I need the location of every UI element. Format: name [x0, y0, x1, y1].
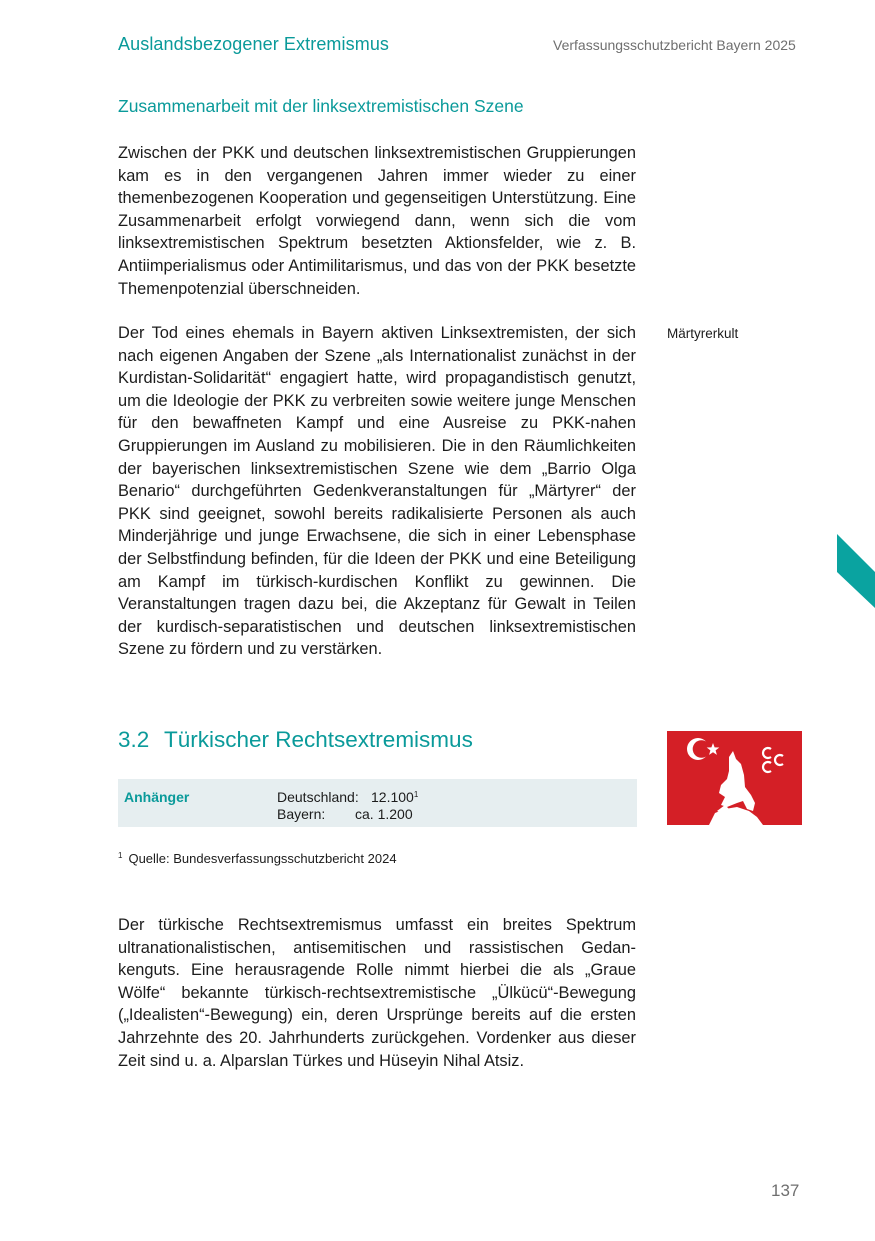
- row-key: Deutschland:: [277, 789, 359, 805]
- page-number: 137: [771, 1181, 800, 1200]
- grey-wolves-flag-icon: [667, 731, 802, 825]
- table-row: [277, 806, 413, 822]
- paragraph-turkish-right-extremism: Der türkische Rechtsextremismus umfasst ein breites Spektrum ultranationalistischen, antisemitischen und rassistischen Gedankenguts. Eine herausragende Rolle nimmt hierbei die als „Graue Wölfe“ bekannte türkisch-rechtsextremistische „Ülkücü“-Bewegung („Idealisten“-Bewegung) ein, deren Ursprünge bereits auf die ersten Jahrzehnte des 20. Jahrhunderts zurückgehen. Vordenker aus dieser Zeit sind u. a. Alparslan Türkes und Hüseyin Nihal Atsiz.: [118, 916, 636, 1070]
- report-title: Verfassungsschutzbericht Bayern 2025: [553, 37, 796, 53]
- table-row: [277, 789, 418, 805]
- supporters-label: Anhänger: [124, 789, 190, 805]
- chapter-title: Auslandsbezogener Extremismus: [118, 34, 390, 54]
- supporters-table: [118, 779, 637, 827]
- chapter-tab-marker: [837, 534, 875, 608]
- row-value: 12.100: [371, 789, 414, 805]
- section-title: Türkischer Rechtsextremismus: [164, 727, 473, 752]
- paragraph-martyr-cult: Der Tod eines ehemals in Bayern aktiven Linksextremisten, der sich nach eigenen Angaben der Szene „als Internationalist zunächst in der Kurdistan-Solidarität“ engagiert hatte, wird propagandistisch genutzt, um die Ideologie der PKK zu verbreiten sowie weitere junge Menschen für den bewaffneten Kampf und eine Ausreise zu PKK-nahen Gruppierungen im Ausland zu mobilisieren. Die in den Räumlichkeiten der bayerischen linksextremistischen Szene wie dem „Barrio Olga Benario“ durchgeführten Gedenkveranstaltungen für „Märtyrer“ der PKK sind geeignet, sowohl bereits radikalisierte Personen als auch Minderjährige und junge Erwachsene, die sich in einer Lebensphase der Selbstfindung befinden, für die Ideen der PKK und eine Beteiligung am Kampf im türkisch-kurdischen Konflikt zu gewinnen. Die Veranstaltungen tragen dazu bei, die Akzeptanz für Gewalt in Teilen der kurdisch-separatistischen und deutschen linksextremistischen Szene zu fördern und zu verstärken.: [118, 324, 636, 659]
- section-heading: [118, 727, 473, 753]
- margin-note: Märtyrerkult: [667, 326, 739, 341]
- footnote-text: Quelle: Bundesverfassungsschutzbericht 2024: [128, 851, 397, 866]
- footnote-marker: 1: [118, 851, 123, 860]
- section-number: 3.2: [118, 727, 150, 752]
- footnote: [118, 851, 397, 866]
- row-key: Bayern:: [277, 806, 326, 822]
- row-value: ca. 1.200: [355, 806, 413, 822]
- paragraph-cooperation: Zwischen der PKK und deutschen linksextremistischen Gruppierungen kam es in den vergangenen Jahren immer wieder zu einer themenbezogenen Kooperation und gegenseitigen Unterstützung. Eine Zusammenarbeit erfolgt vorwiegend dann, wenn sich die vom linksextremistischen Spektrum besetzten Aktionsfelder, wie z. B. Antiimperialismus oder Antimilitarismus, und das von der PKK besetzte Themenpotenzial überschneiden.: [118, 144, 636, 298]
- sub-heading: Zusammenarbeit mit der linksextremistischen Szene: [118, 96, 524, 116]
- footnote-reference: 1: [413, 790, 419, 799]
